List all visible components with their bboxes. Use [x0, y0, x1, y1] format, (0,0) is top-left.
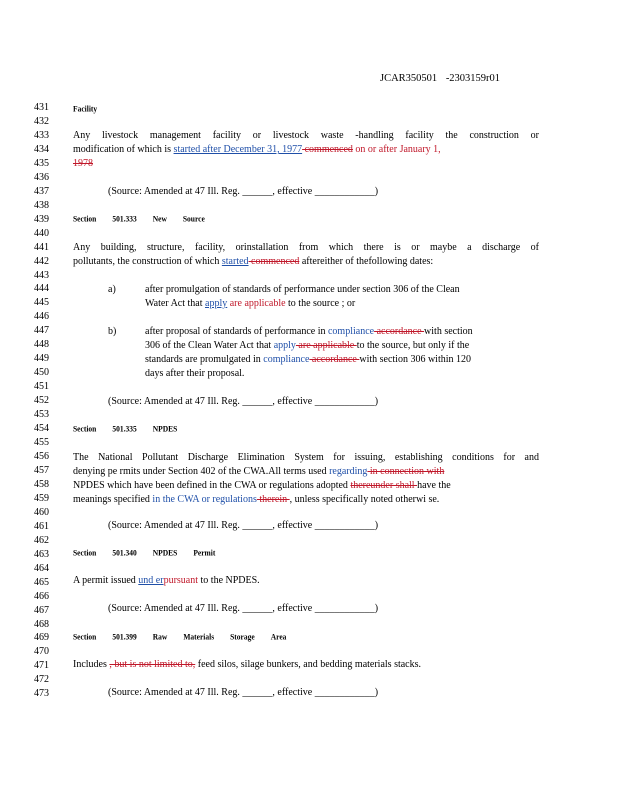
line-number: 457	[34, 464, 49, 476]
deleted-text: accordance	[374, 326, 425, 337]
item-b-line-2: 306 of the Clean Water Act that apply are applicable to the source, but only if the	[145, 340, 470, 351]
line-number: 440	[34, 227, 49, 239]
line-number: 447	[34, 325, 49, 337]
source-note: (Source: Amended at 47 Ill. Reg. ______, effective ____________)	[108, 520, 379, 531]
doc-id: JCAR350501	[380, 73, 438, 84]
line-number: 465	[34, 576, 49, 588]
source-note: (Source: Amended at 47 Ill. Reg. ______, effective ____________)	[108, 603, 379, 614]
heading-facility: Facility	[73, 103, 98, 114]
deleted-text: 1978	[73, 158, 93, 169]
inserted-text: started	[221, 256, 249, 267]
line-number: 435	[34, 157, 49, 169]
s335-line-3: NPDES which have been defined in the CWA or regulations adopted thereunder shall have the	[73, 480, 451, 491]
item-b-line-4: days after their proposal.	[145, 368, 245, 379]
deleted-text: commenced	[302, 144, 353, 155]
source-note: (Source: Amended at 47 Ill. Reg. ______, effective ____________)	[108, 687, 379, 698]
line-number: 456	[34, 451, 49, 462]
s335-line-2: denying pe rmits under Section 402 of the CWA.All terms used regarding in connection with	[73, 466, 445, 477]
line-number: 453	[34, 409, 49, 421]
s340-line-1: A permit issued und erpursuant to the NPDES.	[73, 575, 260, 586]
document-header	[380, 73, 506, 84]
deleted-text: therein	[256, 494, 290, 505]
source-note: (Source: Amended at 47 Ill. Reg. ______, effective ____________)	[108, 396, 379, 407]
facility-line-3	[73, 158, 93, 169]
line-number: 452	[34, 395, 49, 407]
s335-line-1: The National Pollutant Discharge Elimination System for issuing, establishing conditions for and	[73, 452, 539, 463]
deleted-text: in connection with	[367, 466, 445, 477]
line-number: 469	[34, 632, 49, 644]
deleted-text: accordance	[309, 354, 360, 365]
line-number: 431	[34, 102, 49, 113]
line-number: 459	[34, 492, 49, 504]
line-number: 439	[34, 213, 49, 225]
line-number: 441	[34, 241, 49, 253]
line-number: 464	[34, 562, 49, 574]
deleted-text: are applicable	[295, 340, 357, 351]
line-number: 434	[34, 143, 49, 155]
line-number: 436	[34, 171, 49, 183]
deleted-text: commenced	[248, 256, 300, 267]
line-number: 446	[34, 311, 49, 323]
item-a-label: a)	[108, 284, 116, 295]
inserted-text: und er	[138, 575, 164, 586]
line-number: 438	[34, 199, 49, 211]
line-number: 458	[34, 478, 49, 490]
inserted-text: started after December 31, 1977	[173, 144, 303, 155]
item-b-label: b)	[108, 326, 117, 337]
line-number: 433	[34, 129, 49, 141]
line-number: 445	[34, 297, 49, 309]
line-number: 460	[34, 506, 49, 518]
heading-section-501-333: Section 501.333 New Source	[73, 213, 205, 224]
line-number: 448	[34, 339, 49, 351]
line-number: 451	[34, 381, 49, 393]
deleted-text: thereunder shall	[350, 480, 418, 491]
line-number: 461	[34, 520, 49, 532]
line-number: 432	[34, 115, 49, 127]
line-number: 455	[34, 437, 49, 449]
line-number: 470	[34, 646, 49, 658]
item-b-line-3: standards are promulgated in compliance accordance with section 306 within 120	[145, 354, 472, 365]
s399-line-1: Includes , but is not limited to, feed silos, silage bunkers, and bedding materials stacks.	[73, 659, 422, 670]
inserted-text: apply	[205, 298, 228, 309]
line-number: 463	[34, 548, 49, 560]
doc-version: -2303159r01	[445, 73, 501, 84]
source-note: (Source: Amended at 47 Ill. Reg. ______, effective ____________)	[108, 186, 379, 197]
item-a-line-2: Water Act that apply are applicable to the source ; or	[145, 298, 356, 309]
line-number: 449	[34, 353, 49, 365]
line-number: 454	[34, 423, 49, 435]
s333-line-2: pollutants, the construction of which started commenced aftereither of thefollowing dates:	[73, 256, 434, 267]
heading-section-501-335: Section 501.335 NPDES	[73, 423, 178, 434]
item-b-line-1: after proposal of standards of performance in compliance accordance with section	[145, 326, 473, 337]
line-number: 466	[34, 590, 49, 602]
line-number: 450	[34, 367, 49, 379]
line-number: 462	[34, 534, 49, 546]
facility-line-1: Any livestock management facility or livestock waste -handling facility the construction or	[73, 130, 539, 141]
facility-line-2: modification of which is started after December 31, 1977 commenced on or after January 1,	[73, 144, 441, 155]
s335-line-4: meanings specified in the CWA or regulations therein , unless specifically noted otherwi se.	[73, 494, 440, 505]
line-number: 471	[34, 660, 49, 672]
heading-section-501-340: Section 501.340 NPDES Permit	[73, 547, 216, 558]
line-number: 442	[34, 255, 49, 267]
item-a-line-1: after promulgation of standards of performance under section 306 of the Clean	[145, 284, 460, 295]
deleted-text: , but is not limited to,	[109, 659, 196, 670]
line-number: 472	[34, 674, 49, 686]
line-number: 468	[34, 618, 49, 630]
line-number: 473	[34, 688, 49, 700]
line-number: 467	[34, 604, 49, 616]
heading-section-501-399: Section 501.399 Raw Materials Storage Area	[73, 631, 287, 642]
s333-line-1: Any building, structure, facility, orinstallation from which there is or maybe a discharge of	[73, 242, 539, 253]
line-number: 443	[34, 269, 49, 281]
line-number: 437	[34, 185, 49, 197]
line-number: 444	[34, 283, 49, 295]
